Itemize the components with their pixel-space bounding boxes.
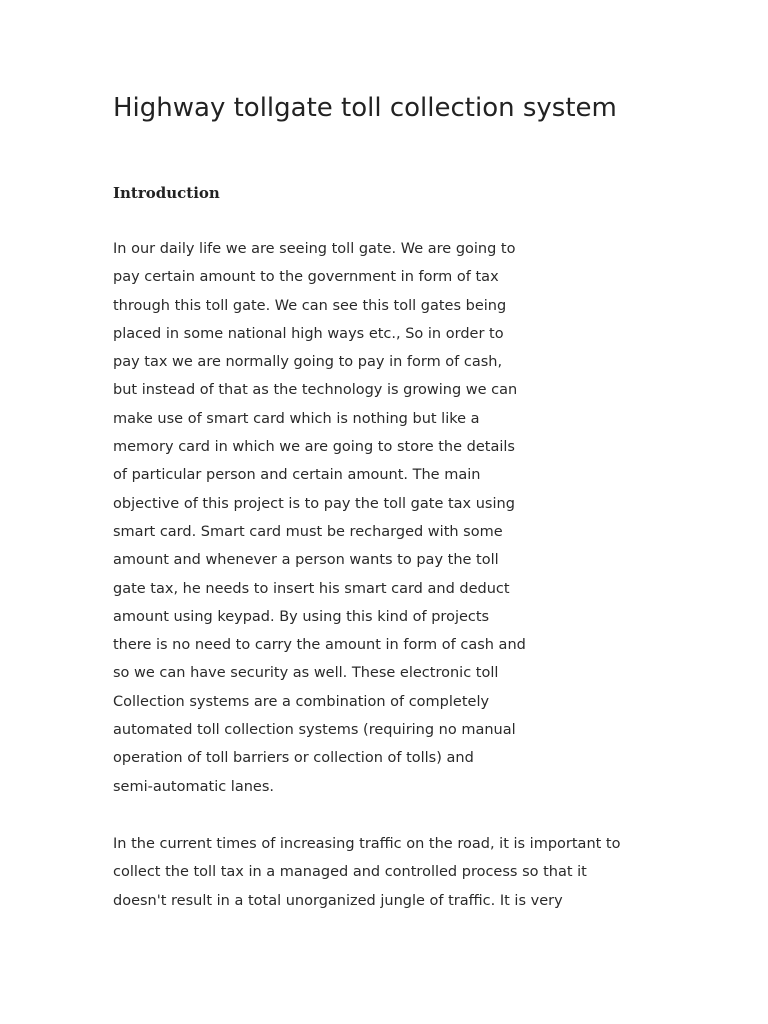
paragraph-line: memory card in which we are going to store the details — [113, 439, 515, 456]
paragraph-line: make use of smart card which is nothing but like a — [113, 410, 480, 427]
paragraph-line: doesn't result in a total unorganized jungle of traffic. It is very — [113, 892, 563, 909]
paragraph-line: of particular person and certain amount. The main — [113, 467, 481, 484]
paragraph-line: objective of this project is to pay the toll gate tax using — [113, 495, 515, 512]
paragraph-traffic — [113, 830, 620, 915]
paragraph-line: collect the toll tax in a managed and controlled process so that it — [113, 864, 587, 881]
paragraph-introduction — [113, 235, 526, 801]
paragraph-line: smart card. Smart card must be recharged with some — [113, 523, 503, 540]
paragraph-line: amount and whenever a person wants to pay the toll — [113, 552, 499, 569]
document-title: Highway tollgate toll collection system — [113, 93, 617, 123]
paragraph-line: In the current times of increasing traffic on the road, it is important to — [113, 836, 621, 852]
paragraph-line: through this toll gate. We can see this toll gates being — [113, 297, 507, 314]
paragraph-line: pay tax we are normally going to pay in form of cash, — [113, 354, 503, 371]
paragraph-line: In our daily life we are seeing toll gate. We are going to — [113, 241, 516, 257]
paragraph-line: pay certain amount to the government in form of tax — [113, 269, 499, 286]
paragraph-line: operation of toll barriers or collection of tolls) and — [113, 750, 474, 767]
section-heading-introduction: Introduction — [113, 184, 220, 202]
paragraph-line: there is no need to carry the amount in form of cash and — [113, 637, 526, 654]
paragraph-line: Collection systems are a combination of completely — [113, 693, 490, 710]
paragraph-line: gate tax, he needs to insert his smart card and deduct — [113, 580, 510, 597]
paragraph-line: placed in some national high ways etc., So in order to — [113, 325, 504, 342]
paragraph-line: automated toll collection systems (requiring no manual — [113, 722, 516, 739]
paragraph-line: semi-automatic lanes. — [113, 778, 274, 795]
paragraph-line: so we can have security as well. These electronic toll — [113, 665, 499, 682]
paragraph-line: amount using keypad. By using this kind of projects — [113, 608, 490, 625]
paragraph-line: but instead of that as the technology is growing we can — [113, 382, 518, 399]
